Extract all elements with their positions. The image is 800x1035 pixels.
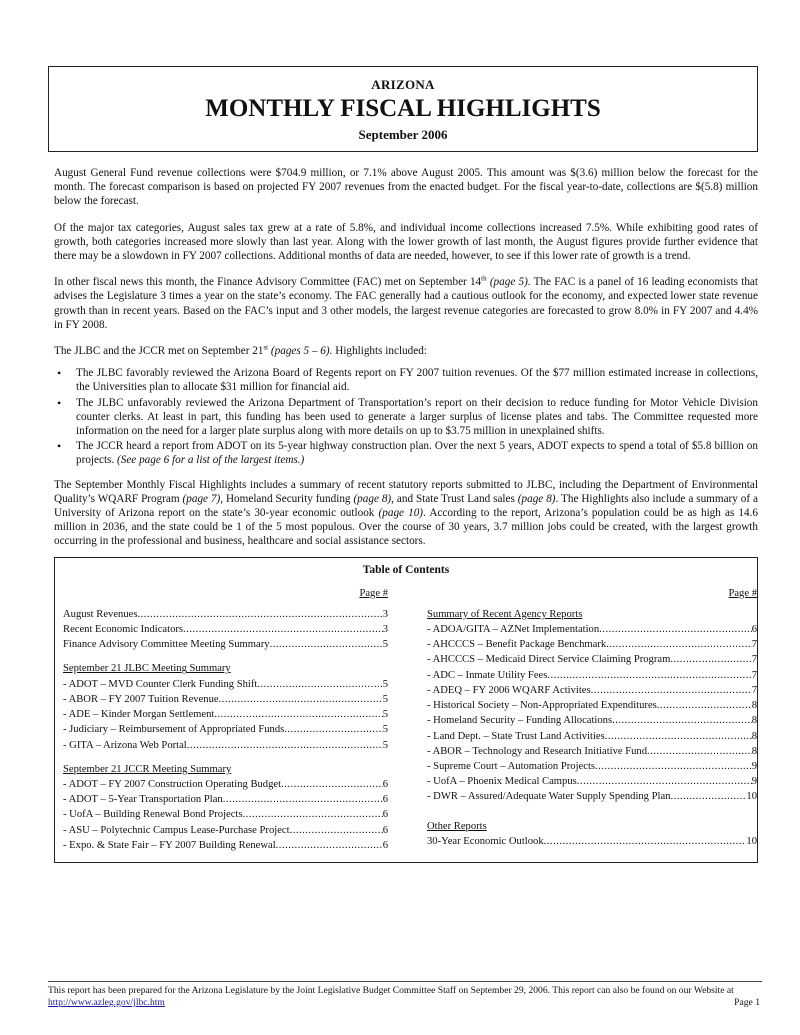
toc-entry-page: 6	[382, 824, 388, 836]
toc-section-other: Other Reports	[427, 820, 487, 832]
toc-leader-dots	[270, 637, 383, 652]
toc-entry-page: 6	[382, 839, 388, 851]
toc-entry-page: 7	[751, 669, 757, 681]
toc-entry-label: Finance Advisory Committee Meeting Summary	[63, 639, 270, 651]
toc-entry	[63, 823, 388, 838]
toc-entry	[427, 729, 757, 744]
toc-entry-label: - Judiciary – Reimbursement of Appropriated Funds	[63, 724, 285, 736]
toc-leader-dots	[670, 652, 751, 667]
toc-entry	[427, 713, 757, 728]
toc-entry-page: 8	[751, 730, 757, 742]
website-link[interactable]: http://www.azleg.gov/jlbc.htm	[48, 997, 165, 1008]
toc-leader-dots	[243, 807, 383, 822]
toc-entry-page: 6	[382, 794, 388, 806]
toc-entry-label: - DWR – Assured/Adequate Water Supply Spending Plan	[427, 791, 671, 803]
toc-leader-dots	[605, 729, 752, 744]
toc-entry-label: - ADC – Inmate Utility Fees	[427, 669, 548, 681]
toc-right-column	[427, 586, 757, 849]
toc-section-jccr: September 21 JCCR Meeting Summary	[63, 763, 232, 775]
toc-entry	[63, 607, 388, 622]
toc-leader-dots	[214, 707, 382, 722]
toc-entry-label: 30-Year Economic Outlook	[427, 835, 544, 847]
toc-entry-label: - Historical Society – Non-Appropriated Expenditures	[427, 700, 657, 712]
toc-entry-label: - Expo. & State Fair – FY 2007 Building Renewal	[63, 839, 276, 851]
page-reference: (page 5).	[489, 276, 531, 289]
list-item: • The JCCR heard a report from ADOT on its 5-year highway construction plan. Over the next 5 years, ADOT expects to spend a total of $5.8 billion on projects. (See page 6 for a list of the largest items.)	[54, 439, 758, 467]
toc-leader-dots	[577, 774, 752, 789]
toc-entry-label: August Revenues	[63, 608, 138, 620]
toc-leader-dots	[657, 698, 752, 713]
toc-section-agency: Summary of Recent Agency Reports	[427, 608, 583, 620]
toc-entry-page: 6	[751, 624, 757, 636]
toc-entry-label: - GITA – Arizona Web Portal	[63, 739, 187, 751]
report-date: September 2006	[358, 127, 448, 142]
toc-leader-dots	[276, 838, 383, 853]
toc-leader-dots	[599, 622, 752, 637]
toc-entry-label: - ABOR – Technology and Research Initiative Fund	[427, 745, 648, 757]
toc-left-column	[63, 586, 388, 853]
report-body	[54, 166, 758, 549]
report-page	[48, 66, 758, 863]
toc-entry-label: - Supreme Court – Automation Projects	[427, 760, 596, 772]
toc-entry-label: - AHCCCS – Benefit Package Benchmark	[427, 639, 607, 651]
toc-entry-page: 5	[382, 709, 388, 721]
toc-entry-page: 5	[382, 739, 388, 751]
report-title: MONTHLY FISCAL HIGHLIGHTS	[205, 95, 601, 122]
toc-entry	[427, 683, 757, 698]
toc-entry-page: 3	[382, 624, 388, 636]
toc-leader-dots	[544, 834, 747, 849]
toc-leader-dots	[183, 622, 383, 637]
toc-title: Table of Contents	[362, 563, 450, 576]
footer-divider	[48, 981, 762, 982]
toc-leader-dots	[606, 637, 752, 652]
toc-leader-dots	[670, 789, 746, 804]
state-label: ARIZONA	[371, 77, 435, 92]
toc-entry	[427, 789, 757, 804]
toc-leader-dots	[591, 683, 752, 698]
toc-entry-label: - ASU – Polytechnic Campus Lease-Purchase Project	[63, 824, 290, 836]
toc-entry	[427, 834, 757, 849]
toc-leader-dots	[612, 713, 752, 728]
toc-entry-page: 6	[382, 809, 388, 821]
toc-leader-dots	[284, 722, 382, 737]
toc-entry	[427, 744, 757, 759]
toc-leader-dots	[257, 677, 382, 692]
toc-entry-label: - ADOT – 5-Year Transportation Plan	[63, 794, 223, 806]
toc-entry-label: - ADE – Kinder Morgan Settlement	[63, 709, 215, 721]
paragraph-fac: In other fiscal news this month, the Finance Advisory Committee (FAC) met on September 14th (page 5). The FAC is a panel of 16 leading economists that advises the Legislature 3 times a year on the state’s economy. The FAC generally had a cautious outlook for the economy, and expected lower state revenue growth than in recent years. Based on the FAC’s input and 3 other models, the largest revenue categories are forecasted to grow 8.0% in FY 2007 and 4.4% in FY 2008.	[54, 274, 759, 331]
toc-leader-dots	[647, 744, 752, 759]
report-header	[48, 66, 758, 152]
toc-entry-page: 5	[382, 693, 388, 705]
toc-entry	[427, 759, 757, 774]
toc-entry-label: - ADOT – MVD Counter Clerk Funding Shift	[63, 678, 258, 690]
toc-entry	[63, 707, 388, 722]
toc-entry-label: Recent Economic Indicators	[63, 624, 184, 636]
toc-entry	[63, 807, 388, 822]
toc-page-header: Page #	[359, 587, 388, 599]
toc-entry	[427, 622, 757, 637]
toc-leader-dots	[595, 759, 752, 774]
toc-entry-label: - Land Dept. – State Trust Land Activities	[427, 730, 605, 742]
page-reference: (pages 5 – 6).	[270, 345, 333, 358]
list-item: • The JLBC unfavorably reviewed the Arizona Department of Transportation’s report on their decision to reduce funding for Motor Vehicle Division counter clerks. At least in part, this funding has been used to generate a larger surplus of license plates and tabs. The Committee requested more information on the need for a larger plate surplus along with more details on up to $3.75 million in unexplained shifts.	[54, 396, 758, 439]
toc-entry-label: - ADOA/GITA – AZNet Implementation	[427, 624, 600, 636]
toc-entry-page: 5	[382, 678, 388, 690]
toc-entry-page: 8	[751, 715, 757, 727]
toc-entry-page: 10	[746, 791, 757, 803]
paragraph-jlbc-jccr: The JLBC and the JCCR met on September 21st (pages 5 – 6). Highlights included:	[54, 343, 427, 358]
toc-leader-dots	[219, 692, 383, 707]
table-of-contents	[54, 557, 758, 863]
highlights-list	[54, 366, 758, 467]
toc-entry	[427, 774, 757, 789]
toc-entry-label: - UofA – Building Renewal Bond Projects	[63, 809, 243, 821]
toc-entry	[63, 622, 388, 637]
toc-entry-page: 7	[751, 684, 757, 696]
toc-entry-page: 9	[751, 776, 757, 788]
toc-entry	[427, 652, 757, 667]
toc-entry	[63, 838, 388, 853]
list-item: • The JLBC favorably reviewed the Arizona Board of Regents report on FY 2007 tuition revenues. Of the $77 million estimated increase in collections, the Universities plan to allocate $31 million for financial aid.	[54, 366, 758, 394]
toc-entry-page: 3	[382, 608, 388, 620]
toc-leader-dots	[223, 792, 383, 807]
toc-entry-page: 9	[751, 760, 757, 772]
page-number: Page 1	[734, 997, 760, 1008]
footer	[48, 985, 760, 1009]
toc-entry	[63, 637, 388, 652]
toc-entry	[63, 722, 388, 737]
toc-entry	[427, 698, 757, 713]
toc-entry	[427, 637, 757, 652]
toc-entry	[63, 792, 388, 807]
paragraph-tax-categories: Of the major tax categories, August sales tax grew at a rate of 5.8%, and individual income collections increased 7.5%. While exhibiting good rates of growth, both categories increased more slowly than last year. Along with the lower growth of last month, the August figures provide further evidence that there may be a slowdown in FY 2007 collections. Additional months of data are needed, however, to see if this lower rate of growth is a trend.	[54, 221, 758, 263]
toc-entry-label: - AHCCCS – Medicaid Direct Service Claiming Program	[427, 654, 671, 666]
toc-entry-label: - Homeland Security – Funding Allocations	[427, 715, 613, 727]
paragraph-revenue-collections: August General Fund revenue collections were $704.9 million, or 7.1% above August 2005. This amount was $(3.6) million below the forecast for the month. The forecast comparison is based on projected FY 2007 revenues from the enacted budget. For the fiscal year-to-date, collections are $(5.8) million below the forecast.	[54, 167, 758, 208]
footer-text: This report has been prepared for the Arizona Legislature by the Joint Legislative Budget Committee Staff on September 29, 2006. This report can also be found on our Website at	[48, 985, 734, 996]
toc-leader-dots	[281, 777, 383, 792]
toc-leader-dots	[547, 668, 751, 683]
toc-entry	[427, 668, 757, 683]
toc-entry-page: 5	[382, 724, 388, 736]
toc-leader-dots	[187, 738, 383, 753]
toc-entry-page: 5	[382, 639, 388, 651]
toc-entry	[63, 677, 388, 692]
toc-entry	[63, 692, 388, 707]
toc-entry	[63, 777, 388, 792]
toc-leader-dots	[290, 823, 383, 838]
toc-section-jlbc: September 21 JLBC Meeting Summary	[63, 663, 231, 675]
toc-entry-page: 8	[751, 700, 757, 712]
toc-entry-label: - ADEQ – FY 2006 WQARF Activites	[427, 684, 591, 696]
toc-entry-page: 10	[746, 835, 757, 847]
toc-page-header: Page #	[728, 587, 757, 599]
toc-entry-label: - ADOT – FY 2007 Construction Operating Budget	[63, 778, 282, 790]
toc-entry-page: 6	[382, 778, 388, 790]
paragraph-summary: The September Monthly Fiscal Highlights includes a summary of recent statutory reports submitted to JLBC, including the Department of Environmental Quality’s WQARF Program (page 7), Homeland Security funding (page 8), and State Trust Land sales (page 8). The Highlights also include a summary of a University of Arizona report on the state’s 30-year economic outlook (page 10). According to the report, Arizona’s population could be as high as 14.6 million in 2036, and the state could be 1 of the 5 most populous. Over the course of 30 years, 3.7 million jobs could be created, with the largest growth occurring in the professional and business, healthcare and social assistance sectors.	[54, 478, 758, 548]
toc-entry-page: 8	[751, 745, 757, 757]
toc-entry-page: 7	[751, 639, 757, 651]
toc-entry-label: - ABOR – FY 2007 Tuition Revenue	[63, 693, 219, 705]
page-reference: (See page 6 for a list of the largest items.)	[117, 454, 305, 467]
toc-leader-dots	[137, 607, 382, 622]
toc-entry-page: 7	[751, 654, 757, 666]
toc-entry	[63, 738, 388, 753]
toc-entry-label: - UofA – Phoenix Medical Campus	[427, 776, 577, 788]
